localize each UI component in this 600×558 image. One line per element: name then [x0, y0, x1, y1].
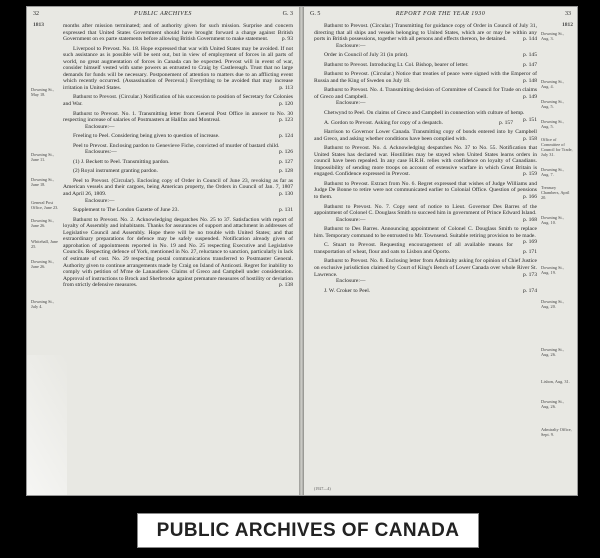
right-margin-note-12: Lisbon, Aug. 31. [541, 379, 570, 384]
entry: Bathurst to Prevost. No. 4. Acknowledging despatches No. 37 to No. 55. Notification that United States has declared war. Hostilities may be stayed when United States learns orders in council have been repealed. In any case H.R.H. relies with confidence on loyalty of Canadians. Impossibility of sending more troops on account of extensive warfare in which Great Britain is engaged. Confidence expressed in Prevost. p. 159 [314, 145, 537, 178]
entry: A. Gordon to Prevost. Asking for copy of a despatch. p. 157 [324, 119, 514, 126]
entry: Freeling to Peel. Considering being given to question of increase. p. 124 [73, 133, 293, 140]
entry: Order in Council of July 31 (in print). p. 145 [324, 52, 537, 59]
entry: Harrison to Governor Lower Canada. Transmitting copy of bonds entered into by Campbell and Greco, and asking whether conditions have been complied with. p. 158 [314, 129, 537, 142]
entry: C. Stuart to Prevost. Requesting encouragement of all available means for transportation of wheat, flour and oats to Lisbon and Oporto. p. 171 [314, 242, 537, 255]
right-margin-note-8: Downing St., Aug. 10. [541, 215, 564, 225]
right-margin-note-13: Downing St., Aug. 26. [541, 399, 564, 409]
entry: (1) J. Beckett to Peel. Transmitting pardon. p. 127 [73, 158, 293, 165]
right-margin-note-1: Downing St., Aug. 3. [541, 31, 564, 41]
right-margin-note-2: Downing St., Aug. 4. [541, 79, 564, 89]
left-page-header [33, 11, 293, 21]
left-margin-note-1: Downing St., May 18. [31, 87, 54, 97]
entry: months after mission terminated; and of authority given for such mission. Surprise and concern expressed that United States Government should have brought forward a charge against British Government on ex parte statements before allowing British Government to make statement. p. 93 [63, 23, 293, 43]
page-shadow [27, 355, 67, 495]
left-margin-note-8: Downing St., July 4. [31, 299, 54, 309]
right-margin-note-9: Downing St., Aug. 19. [541, 265, 564, 275]
entry: Bathurst to Prevost. (Circular.) Notification of his succession to position of Secretary for Colonies and War. p. 120 [63, 94, 293, 108]
entry: Bathurst to Prevost. (Circular.) Transmitting for guidance copy of Order in Council of July 31, directing that all ships and vessels belonging to United States, which are or may be within any ports in British possessions, together with all persons and effects thereon, be detained. p. 144 Enclosure:— [314, 23, 537, 49]
right-margin-note-6: Downing St., Aug. 7. [541, 167, 564, 177]
right-page [304, 7, 577, 495]
right-margin-note-11: Downing St., Aug. 26. [541, 347, 564, 357]
entry: Bathurst to Prevost. No. 7. Copy sent of notice to Lieut. Governor Des Barres of the appointment of Colonel C. Douglass Smith to succeed him in government of Prince Edward Island. p. 168 Enclosure:— [314, 203, 537, 223]
left-page [27, 7, 299, 495]
left-margin-note-2: Downing St., June 11. [31, 152, 54, 162]
entry: Bathurst to Des Barres. Announcing appointment of Colonel C. Douglass Smith to replace him. Temporary command to be entrusted to Mr. Townsend. Suitable retiring provision to be made. p. 169 [314, 226, 537, 246]
left-series-code: G. 3 [282, 11, 293, 17]
entry: Peel to Prevost. (Circular). Enclosing copy of Order in Council of June 23, revoking as far as American vessels and their cargoes, being American property, the Orders in Council of Jan. 7, 1807 and April 26, 1809. p. 130 Enclosure:— [63, 177, 293, 204]
left-margin-note-6: Whitehall, June 25. [31, 239, 58, 249]
right-margin-note-5: Office of Committee of Council for Trade, July 31. [541, 137, 573, 157]
left-margin-note-3: Downing St., June 18. [31, 177, 54, 187]
left-year: 1813 [33, 22, 44, 28]
left-margin-note-7: Downing St., June 26. [31, 259, 54, 269]
right-margin-note-4: Downing St., Aug. 5. [541, 119, 564, 129]
left-margin-note-5: Downing St., June 26. [31, 218, 54, 228]
archive-caption-text: PUBLIC ARCHIVES OF CANADA [156, 519, 460, 541]
right-series-code: G. 5 [310, 11, 321, 17]
left-running-title: PUBLIC ARCHIVES [134, 11, 192, 17]
entry: Bathurst to Prevost. Introducing Lt. Col. Bishop, bearer of letter. p. 147 [324, 61, 537, 68]
right-margin-note-14: Admiralty Office, Sept. 9. [541, 427, 572, 437]
right-year: 1812 [562, 22, 573, 28]
entry: Bathurst to Prevost. No. 4. Transmitting decision of Committee of Council for Trade on claims of Greco and Campbell. p. 149 Enclosure:— [314, 87, 537, 107]
right-margin-note-10: Downing St., Aug. 20. [541, 299, 564, 309]
book-spread [26, 6, 578, 496]
right-margin-note-7: Treasury Chambers, April 20. [541, 185, 570, 200]
right-page-header [310, 11, 571, 21]
left-page-body [63, 23, 293, 292]
entry: Supplement to The London Gazette of June 23. p. 131 [73, 207, 293, 214]
entry: Bathurst to Prevost. (Circular.) Notice that treaties of peace were signed with the Emperor of Russia and the King of Sweden on July 18. p. 148 [314, 71, 537, 84]
archive-caption-label [137, 513, 479, 548]
left-page-number: 32 [33, 11, 39, 17]
entry: Peel to Prevost. Enclosing pardon to Genevieve Fiche, convicted of murder of bastard child. p. 126 Enclosures:— [73, 142, 293, 156]
entry: Liverpool to Prevost. No. 18. Hope expressed that war with United States may be avoided. If not such assistance as is possible will be sent out, but in view of employment of forces in all parts of world, no great augmentation of forces in Canada can be expected. Prevost will in event of war, consider himself vested with same powers as entrusted to Craig by Castlereagh. Trust that no large demands for funds will be necessary. Postponement of attention to matters due to an afflicting event which recently occurred. (Assassination of Perceval.) Everything to be avoided that may increase irritation in United States. p. 113 [63, 45, 293, 91]
entry: Bathurst to Prevost. No. 8. Enclosing letter from Admiralty asking for opinion of Chief Justice on exclusive jurisdiction claimed by Court of King's Bench of Lower Canada over whole River St. Lawrence. p. 173 Enclosure:— [314, 258, 537, 285]
entry: (2) Royal instrument granting pardon. p. 128 [73, 168, 293, 175]
footer-code: (1927—4) [314, 486, 331, 491]
entry: Bathurst to Prevost. Extract from No. 6. Regret expressed that wishes of Judge Williams and Judge De Bonne to retire were not communicated earlier to Colonial Office. Question of pensions to them. p. 166 [314, 180, 537, 201]
entry: Bathurst to Prevost. No. 2. Acknowledging despatches No. 25 to 37. Satisfaction with report of loyalty of Assembly and inhabitants. Thanks for assurances of support and attachment in addresses of Legislative Council and Assembly. Hope there will be no trouble with United States; and that extraordinary preparations for defence may be safely suspended. Notification already given of approbation of appointments reported in No. 19 and No. 25 respecting Executive and Legislative Councils. Respecting defence of York, mentioned in No. 27, reluctance to sanction, particularly in lack of estimate of cost. No. 29 respecting postal communications transferred to Postmaster General. Authority given to continue arrangements made by Craig on Island of Anticosti. Regret for inability to comply with petition of M'me de Lanaudiere. Claims of Greco and Campbell under consideration. Approval of instructions to Brock and Sherbrooke against premature measures of hostility or deviation from strictly defensive measures. p. 138 [63, 216, 293, 289]
right-margin-note-3: Downing St., Aug. 5. [541, 99, 564, 109]
entry: Bathurst to Prevost. No. 1. Transmitting letter from General Post Office in answer to No. 30 respecting increase of salaries of Postmasters at Halifax and Montreal. p. 123 Enclosure:— [63, 110, 293, 130]
right-page-number: 33 [565, 11, 571, 17]
entry: Chetwynd to Peel. On claims of Greco and Campbell in connection with culture of hemp. p. 151 [324, 110, 537, 123]
right-page-body [314, 23, 537, 297]
entry: J. W. Croker to Peel. p. 174 [324, 287, 537, 294]
left-margin-note-4: General Post Office, June 23. [31, 200, 59, 210]
right-running-title: REPORT FOR THE YEAR 1930 [395, 11, 486, 17]
